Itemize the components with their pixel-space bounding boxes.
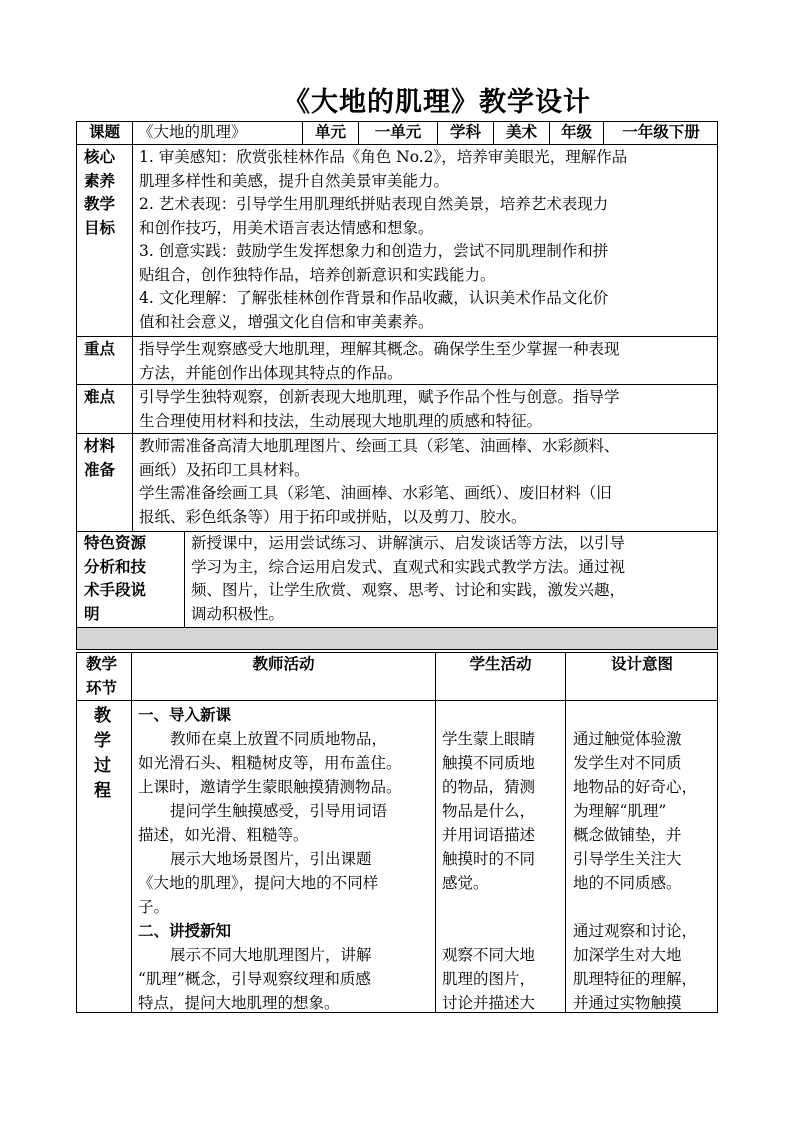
student-activity-1: 学生蒙上眼睛 触摸不同质地 的物品，猜测 物品是什么， 并用词语描述 触摸时的不同 感觉。: [442, 730, 536, 892]
features-content: 新授课中，运用尝试练习、讲解演示、启发谈话等方法，以引导 学习为主，综合运用启发式、直观式和实践式教学方法。通过视 频、图片，让学生欣赏、观察、思考、讨论和实践，激发兴趣， 调动积极性。: [191, 534, 626, 623]
subject-value: 美术: [505, 123, 537, 141]
materials-content: 教师需准备高清大地肌理图片、绘画工具（彩笔、油画棒、水彩颜料、 画纸）及拓印工具材料。 学生需准备绘画工具（彩笔、油画棒、水彩笔、画纸）、废旧材料（旧 报纸、彩色纸条等）用于拓印或拼贴，以及剪刀、胶水。: [139, 437, 620, 526]
core-label: 核心 素养 教学 目标: [84, 148, 116, 237]
materials-label: 材料 准备: [84, 437, 116, 479]
teacher-activity-header: 教师活动: [252, 655, 315, 673]
section-title-intro: 一、导入新课: [138, 706, 232, 724]
key-label: 重点: [84, 340, 116, 358]
core-objectives: 1. 审美感知：欣赏张桂林作品《角色 No.2》，培养审美眼光，理解作品 肌理多样性和美感，提升自然美景审美能力。 2. 艺术表现：引导学生用肌理纸拼贴表现自然美景，培养艺术表现力 和创作技巧，用美术语言表达情感和想象。 3. 创意实践：鼓励学生发挥想象力和创造力，尝试不同肌理制作和拼 贴组合，创作独特作品，培养创新意识和实践能力。 4. 文化理解：了解张桂林创作背景和作品收藏，认识美术作品文化价 值和社会意义，增强文化自信和审美素养。: [139, 148, 628, 331]
student-activity-2: 观察不同大地 肌理的图片， 讨论并描述大: [442, 946, 536, 1012]
stage-header: 教学 环节: [86, 655, 118, 697]
subject-label: 学科: [449, 123, 481, 141]
unit-label: 单元: [314, 123, 346, 141]
design-intent-2: 通过观察和讨论， 加深学生对大地 肌理特征的理解， 并通过实物触摸: [573, 922, 698, 1012]
grade-label: 年级: [560, 123, 592, 141]
topic-value: 《大地的肌理》: [138, 123, 247, 141]
topic-label: 课题: [88, 123, 120, 141]
teacher-activity: 一、导入新课 教师在桌上放置不同质地物品， 如光滑石头、粗糙树皮等，用布盖住。 上课时，邀请学生蒙眼触摸猜测物品。 提问学生触摸感受，引导用词语 描述，如光滑、粗糙等。 展示大地场景图片，引出课题 《大地的肌理》，提问大地的不同样 子。 二、讲授新知 展示不同大地肌理图片，讲解 “肌理”概念，引导观察纹理和质感 特点，提问大地肌理的想象。: [138, 703, 434, 1015]
grade-value: 一年级下册: [622, 123, 700, 141]
student-activity-header: 学生活动: [469, 655, 532, 673]
unit-value: 一单元: [374, 123, 422, 141]
stage-process-label: 教 学 过 程: [94, 706, 111, 801]
separator-band: [77, 628, 717, 649]
key-points: 指导学生观察感受大地肌理，理解其概念。确保学生至少掌握一种表现 方法，并能创作出体现其特点的作品。: [139, 340, 620, 382]
difficult-label: 难点: [84, 388, 116, 406]
difficult-points: 引导学生独特观察，创新表现大地肌理，赋予作品个性与创意。指导学 生合理使用材料和技法，生动展现大地肌理的质感和特征。: [139, 388, 620, 430]
section-title-new: 二、讲授新知: [138, 922, 232, 940]
features-label: 特色资源 分析和技 术手段说 明: [84, 534, 147, 623]
design-intent-header: 设计意图: [610, 655, 673, 673]
design-intent-1: 通过触觉体验激 发学生对不同质 地物品的好奇心， 为理解“肌理” 概念做铺垫，并 引导学生关注大 地的不同质感。: [573, 730, 698, 892]
document-title: 《大地的肌理》教学设计: [283, 87, 591, 118]
